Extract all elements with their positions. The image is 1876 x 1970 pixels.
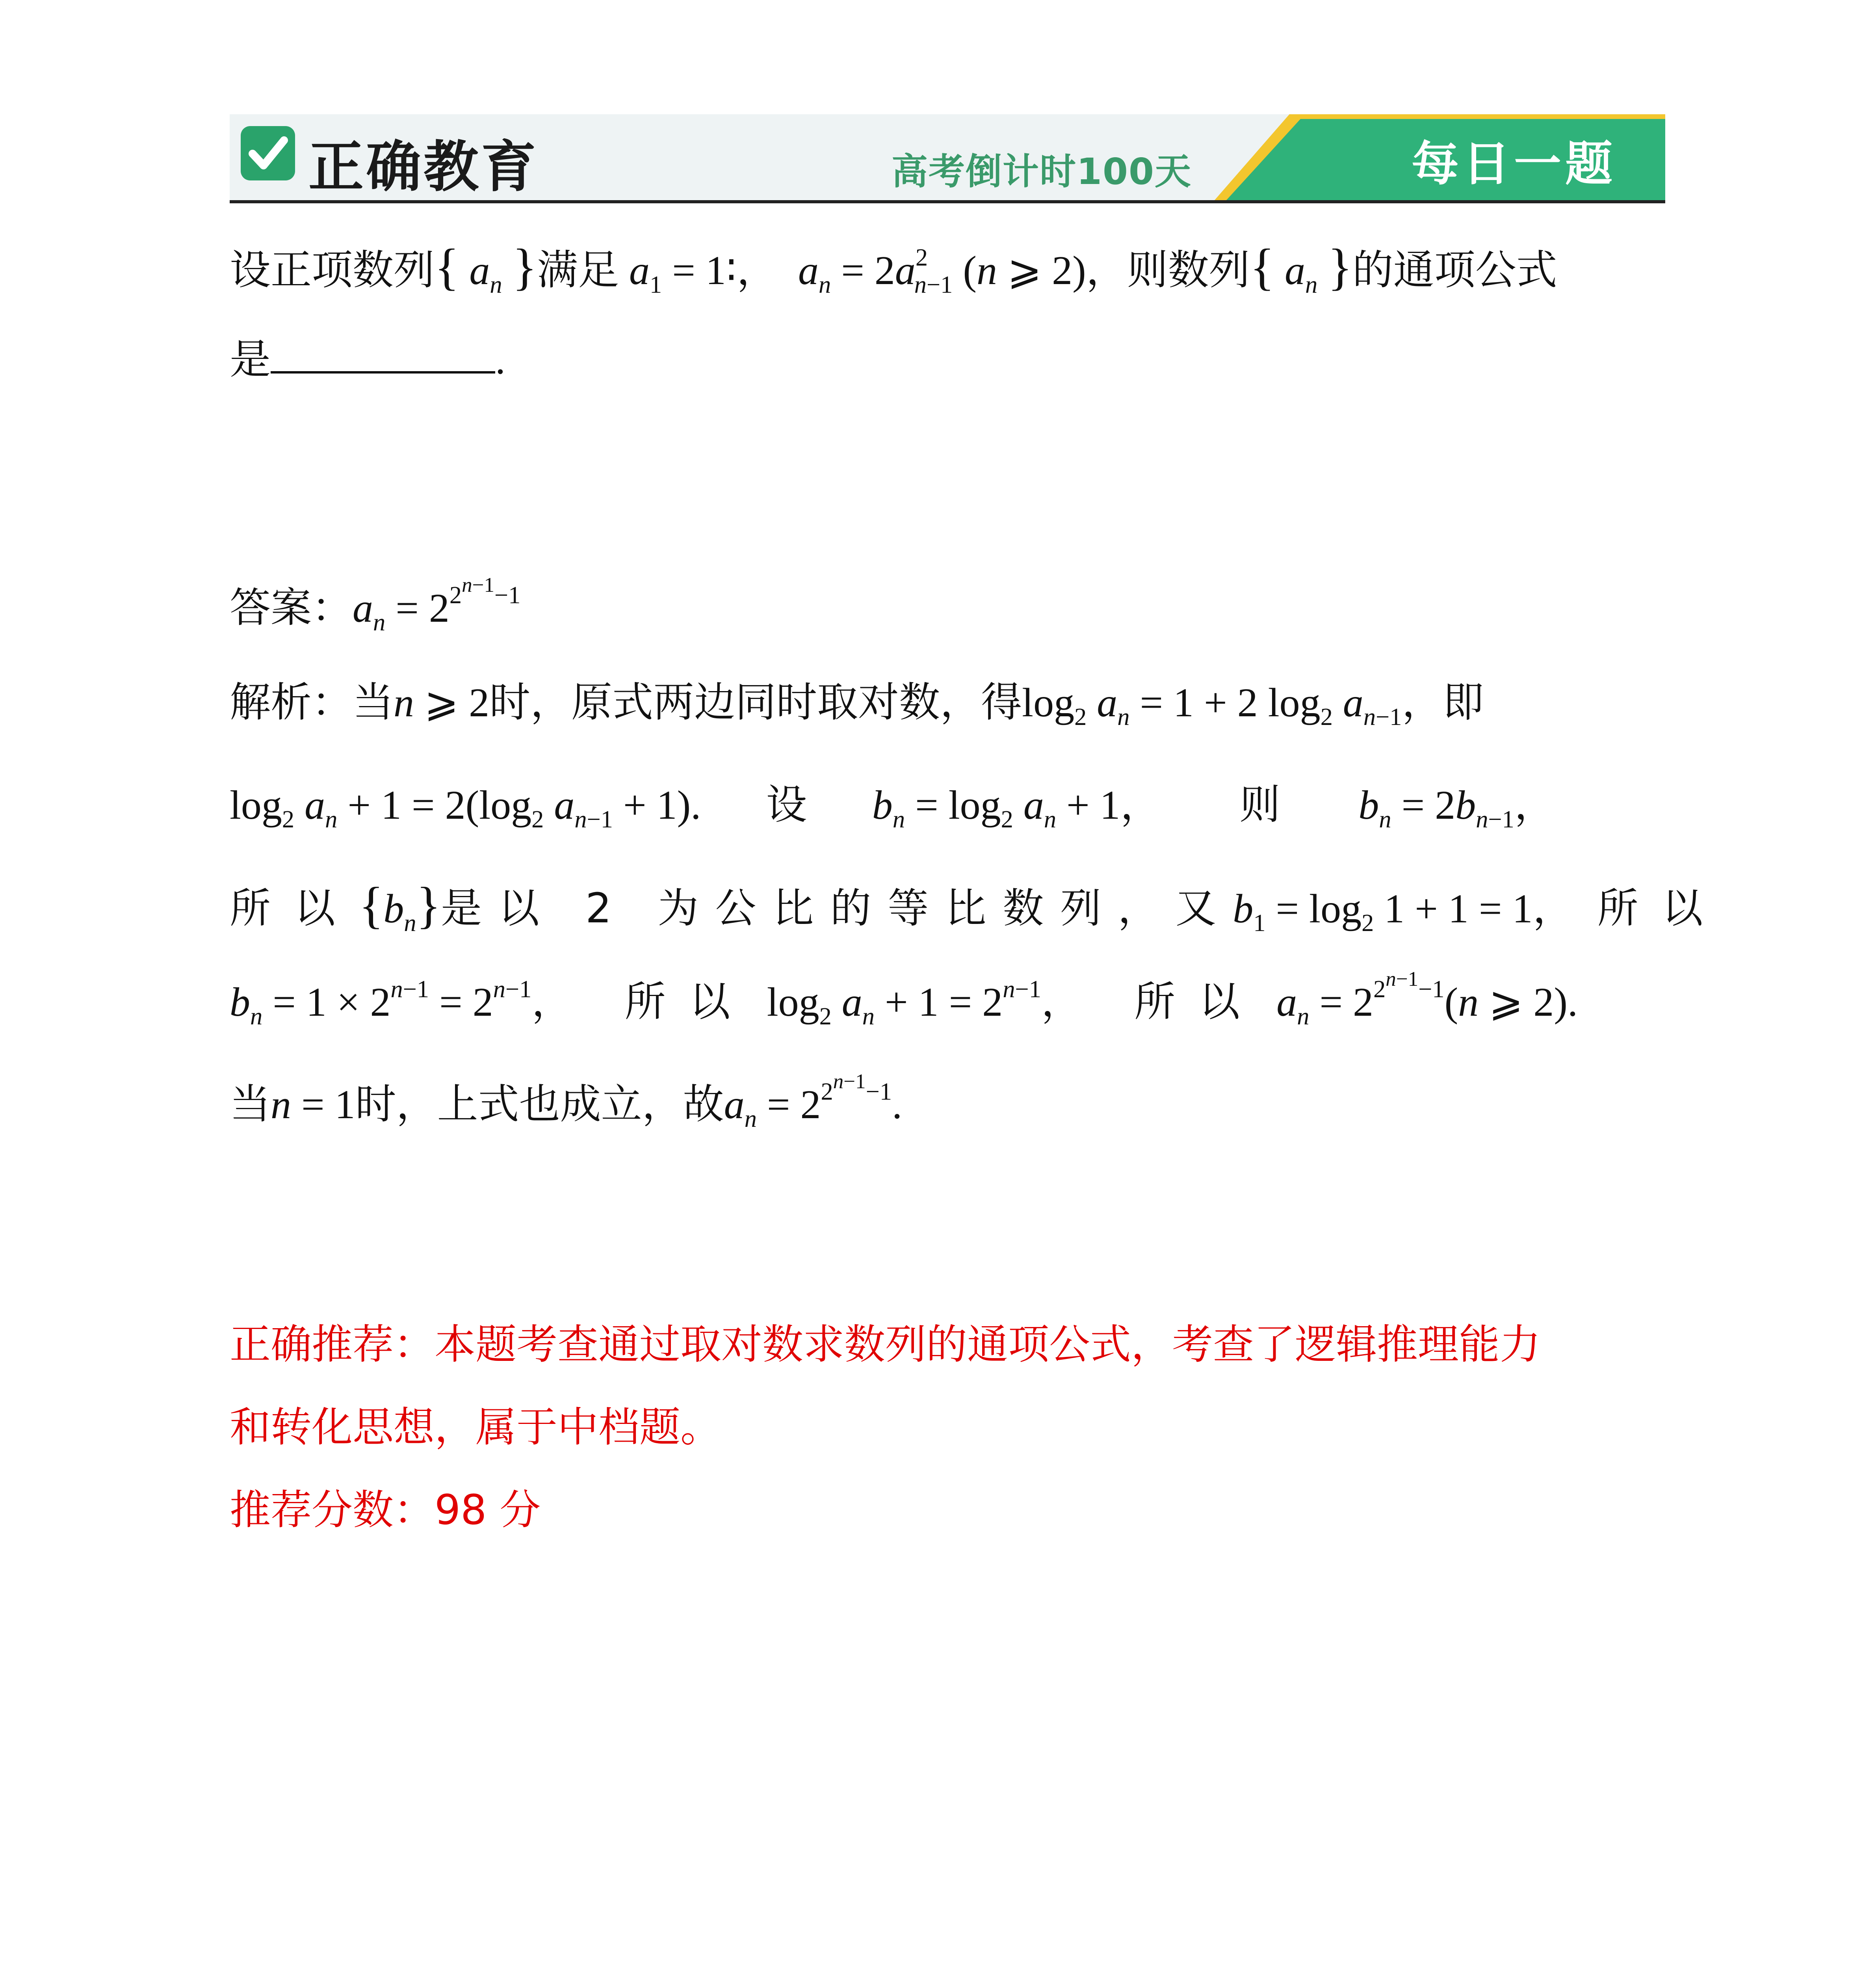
math-an-final: $a_n = 2^{2^{n-1}-1}$. bbox=[724, 1070, 903, 1132]
math-bn-formula: $b_n = 1 \times 2^{n-1} = 2^{n-1}$ bbox=[230, 976, 532, 1030]
countdown-text: 高考倒计时100天 bbox=[892, 151, 1192, 193]
math-bn-recurrence: $b_n = 2b_{n-1}$， bbox=[1358, 782, 1555, 833]
analysis-line-2: $\log_2 a_n + 1 = 2(\log_2$ $a_{n-1} + 1$). 设 $b_n = \log_2 a_n + 1$， 则 $b_n = 2b_{n-1}$， bbox=[230, 781, 1555, 833]
math-seq-an-2: { $a_n$ } bbox=[1250, 239, 1352, 298]
question-line-2: 是 . bbox=[230, 335, 506, 383]
daily-question-title: 每日一题 bbox=[1412, 137, 1616, 191]
question-line-1: 设正项数列{ $a_n$ }满足 $a_1$ = 1∶， $a_n = 2a^2_{n-1}$ (n ⩾ 2)，则数列{ $a_n$ }的通项公式 bbox=[230, 239, 1557, 298]
analysis-line-5: 当n = 1时，上式也成立，故$a_n = 2^{2^{n-1}-1}$. bbox=[230, 1070, 903, 1132]
recommend-line-1: 正确推荐：本题考查通过取对数求数列的通项公式，考查了逻辑推理能力 bbox=[230, 1320, 1541, 1368]
header-divider bbox=[230, 200, 1665, 203]
math-log-relation: $\log_2 a_n = 1 + 2$ $\log_2 a_{n-1}$ bbox=[1022, 680, 1402, 730]
math-log-shift: $\log_2 a_n + 1 = 2(\log_2$ $a_{n-1} + 1$). bbox=[230, 782, 701, 833]
answer-line bbox=[230, 574, 521, 636]
recommend-line-2: 和转化思想，属于中档题。 bbox=[230, 1403, 722, 1451]
math-b1: $b_1 = \log_2 1 + 1 = 1$ bbox=[1233, 886, 1533, 937]
math-an-partial: $a_n = 2^{2^{n-1}-1}(n$ ⩾ 2). bbox=[1276, 968, 1578, 1030]
math-answer: $a_n = 2^{2^{n-1}-1}$ bbox=[353, 574, 521, 636]
answer-label: 答案： bbox=[230, 584, 353, 632]
math-recurrence: $a_n = 2a^2_{n-1}$ (n ⩾ 2) bbox=[798, 244, 1086, 298]
math-seq-an: { $a_n$ } bbox=[435, 239, 537, 298]
recommend-score: 推荐分数：98 分 bbox=[230, 1486, 541, 1534]
check-icon bbox=[241, 126, 295, 180]
math-a1-eq-1: $a_1$ = 1∶ bbox=[629, 248, 737, 298]
header-banner bbox=[230, 114, 1665, 200]
analysis-line-1: 解析：当n ⩾ 2时，原式两边同时取对数，得$\log_2 a_n = 1 + 2$ $\log_2 a_{n-1}$，即 bbox=[230, 678, 1484, 730]
answer-blank bbox=[271, 344, 495, 374]
math-bn-def: $b_n = \log_2 a_n + 1$， bbox=[872, 782, 1161, 833]
analysis-line-3: 所以$\{b_n\}$是以 2 为公比的等比数列，又$b_1 = \log_2 1 + 1 = 1$，所以 bbox=[230, 877, 1727, 937]
brand-name: 正确教育 bbox=[308, 135, 539, 199]
analysis-line-4: $b_n = 1 \times 2^{n-1} = 2^{n-1}$， 所以 $\log_2 a_n + 1 = 2^{n-1}$， 所以 $a_n = 2^{2^{n-1}-1}(n$ ⩾ 2). bbox=[230, 968, 1578, 1030]
